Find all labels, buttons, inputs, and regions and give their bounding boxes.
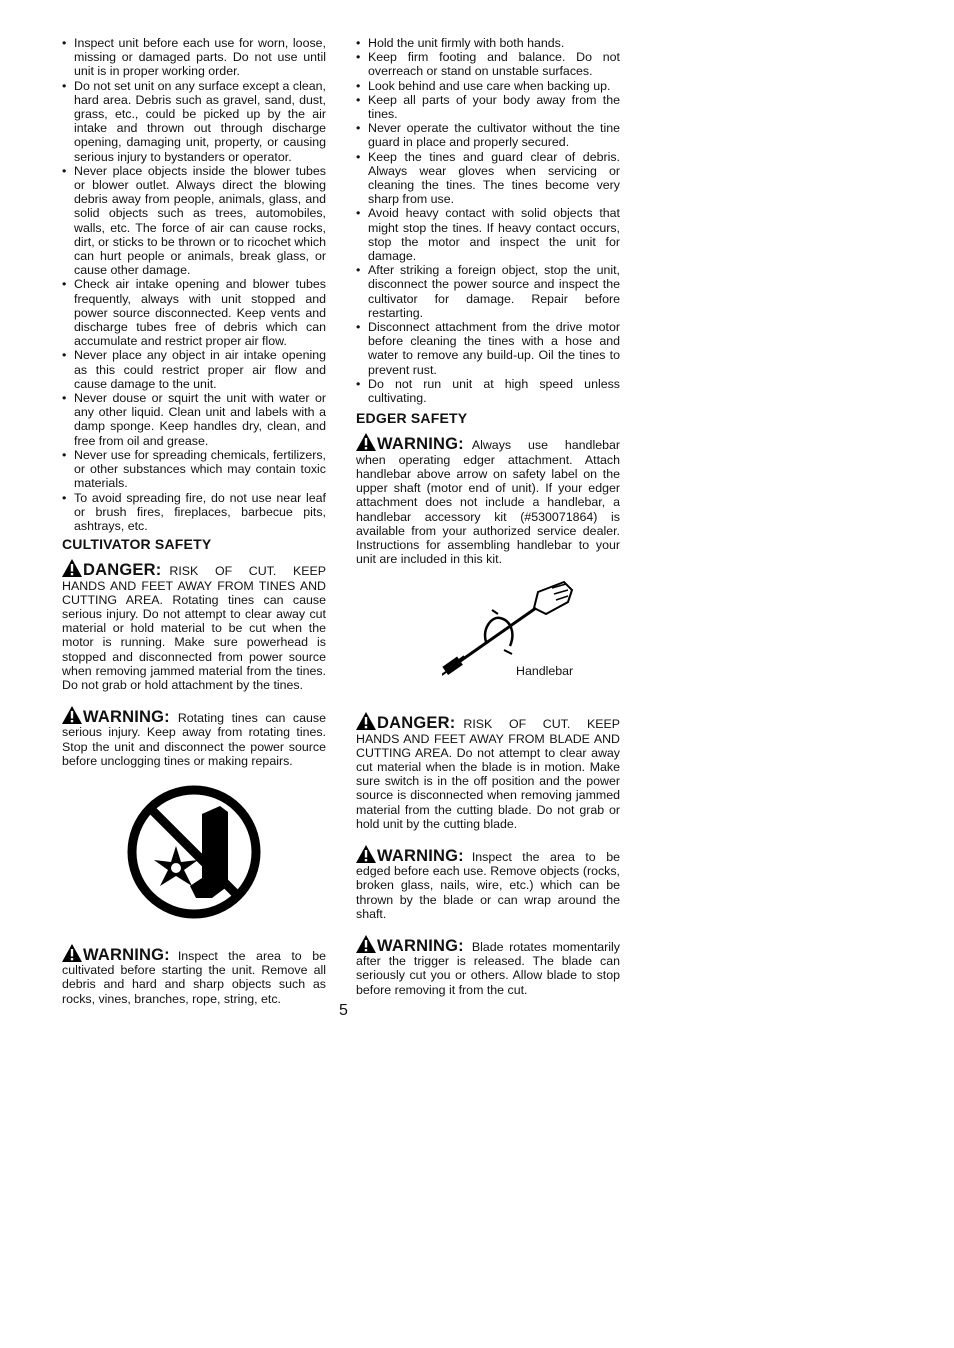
list-item: • Hold the unit firmly with both hands. — [356, 36, 620, 50]
list-item: • Do not run unit at high speed unless cultivating. — [356, 377, 620, 405]
warning-label: WARNING: — [83, 945, 170, 964]
cultivator-safety-heading: CULTIVATOR SAFETY — [62, 536, 212, 553]
warning-label: WARNING: — [377, 435, 464, 454]
warning-text: Inspect the area to be edged before each use. Remove objects (rocks, broken glass, nails, wire, etc.) which can be thrown by the blade or can wrap around the shaft. — [356, 849, 620, 921]
list-item: • After striking a foreign object, stop the unit, disconnect the power source and inspect the cultivator for damage. Repair before restarting. — [356, 263, 620, 320]
list-item: • Never place any object in air intake opening as this could restrict proper air flow and cause damage to the unit. — [62, 348, 326, 391]
warning-triangle-icon — [356, 433, 376, 451]
danger-notice-edger — [356, 712, 620, 831]
warning-triangle-icon — [62, 706, 82, 724]
warning-text: Always use handlebar when operating edger attachment. Attach handlebar above arrow on safety label on the upper shaft (motor end of unit). If your edger attachment does not include a handlebar, a handlebar accessory kit (#530071864) is available from your authorized service dealer. Instructions for assembling handlebar to your unit are included in this kit. — [356, 438, 620, 567]
figure-caption: Handlebar — [516, 664, 574, 679]
edger-figure — [356, 580, 620, 704]
list-item: • Look behind and use care when backing up. — [356, 79, 620, 93]
list-item: • Never use for spreading chemicals, fertilizers, or other substances which may contain toxic materials. — [62, 448, 326, 491]
right-bullet-list — [356, 36, 620, 405]
warning-triangle-icon — [356, 845, 376, 863]
list-item: • Avoid heavy contact with solid objects that might stop the tines. If heavy contact occurs, stop the motor and inspect the unit for damage. — [356, 206, 620, 263]
list-item: • To avoid spreading fire, do not use near leaf or brush fires, fireplaces, barbecue pits, ashtrays, etc. — [62, 491, 326, 534]
warning-label: WARNING: — [83, 708, 170, 727]
danger-text: RISK OF CUT. KEEP HANDS AND FEET AWAY FROM TINES AND CUTTING AREA. Rotating tines can cause serious injury. Do not attempt to clear away cut material or hold material to be cut when the motor is running. Make sure powerhead is stopped and disconnected from power source when removing jammed material from the tines. Do not grab or hold attachment by the tines. — [62, 564, 326, 692]
warning-label: WARNING: — [377, 936, 464, 955]
warning-text: Rotating tines can cause serious injury. Keep away from rotating tines. Stop the unit and disconnect the power source before unclogging tines or making repairs. — [62, 711, 326, 768]
warning-notice-inspect-area — [62, 944, 326, 1006]
warning-label: WARNING: — [377, 846, 464, 865]
list-item: • Never operate the cultivator without the tine guard in place and properly secured. — [356, 121, 620, 149]
page-number: 5 — [339, 1002, 348, 1019]
prohibition-figure — [62, 782, 326, 932]
warning-notice-edge-area — [356, 845, 620, 921]
list-item: • Check air intake opening and blower tubes frequently, always with unit stopped and power source disconnected. Keep vents and discharge tubes free of debris which can accumulate and restrict proper air flow. — [62, 277, 326, 348]
warning-triangle-icon — [62, 559, 82, 577]
danger-label: DANGER: — [377, 714, 456, 733]
warning-notice-blade-rotation — [356, 935, 620, 997]
edger-safety-heading: EDGER SAFETY — [356, 410, 468, 427]
list-item: • Inspect unit before each use for worn, loose, missing or damaged parts. Do not use until unit is in proper working order. — [62, 36, 326, 79]
list-item: • Never place objects inside the blower tubes or blower outlet. Always direct the blowing debris away from people, animals, glass, and solid objects such as trees, automobiles, walls, etc. The force of air can cause rocks, dirt, or sticks to be thrown or to ricochet which can hurt people or animals, break glass, or cause other damage. — [62, 164, 326, 278]
warning-text: Blade rotates momentarily after the trigger is released. The blade can seriously cut you or others. Allow blade to stop before removing it from the cut. — [356, 939, 620, 997]
list-item: • Do not set unit on any surface except a clean, hard area. Debris such as gravel, sand, dust, grass, etc., could be picked up by the air intake and thrown out through discharge opening, damaging unit, property, or causing serious injury to bystanders or operator. — [62, 79, 326, 164]
warning-triangle-icon — [356, 935, 376, 953]
danger-label: DANGER: — [83, 561, 162, 580]
list-item: • Keep firm footing and balance. Do not overreach or stand on unstable surfaces. — [356, 50, 620, 78]
list-item: • Never douse or squirt the unit with water or any other liquid. Clean unit and labels with a damp sponge. Keep handles dry, clean, and free from oil and grease. — [62, 391, 326, 448]
no-hands-near-tines-icon — [124, 782, 264, 922]
danger-notice-cultivator — [62, 559, 326, 692]
warning-notice-tines — [62, 706, 326, 768]
list-item: • Keep the tines and guard clear of debris. Always wear gloves when servicing or cleaning the tines. The tines become very sharp from use. — [356, 150, 620, 207]
list-item: • Disconnect attachment from the drive motor before cleaning the tines with a hose and water to remove any build-up. Oil the tines to prevent rust. — [356, 320, 620, 377]
right-column — [356, 36, 620, 1011]
warning-text: Inspect the area to be cultivated before starting the unit. Remove all debris and hard and sharp objects such as rocks, vines, branches, rope, string, etc. — [62, 948, 326, 1006]
danger-text: RISK OF CUT. KEEP HANDS AND FEET AWAY FROM BLADE AND CUTTING AREA. Do not attempt to clear away cut material when the blade is in motion. Make sure switch is in the off position and the power source is disconnected when removing jammed material from the cutting blade. Do not grab or hold unit by the cutting blade. — [356, 717, 620, 831]
list-item: • Keep all parts of your body away from the tines. — [356, 93, 620, 121]
warning-notice-handlebar — [356, 433, 620, 566]
warning-triangle-icon — [62, 944, 82, 962]
left-bullet-list — [62, 36, 326, 533]
warning-triangle-icon — [356, 712, 376, 730]
left-column — [62, 36, 326, 1020]
